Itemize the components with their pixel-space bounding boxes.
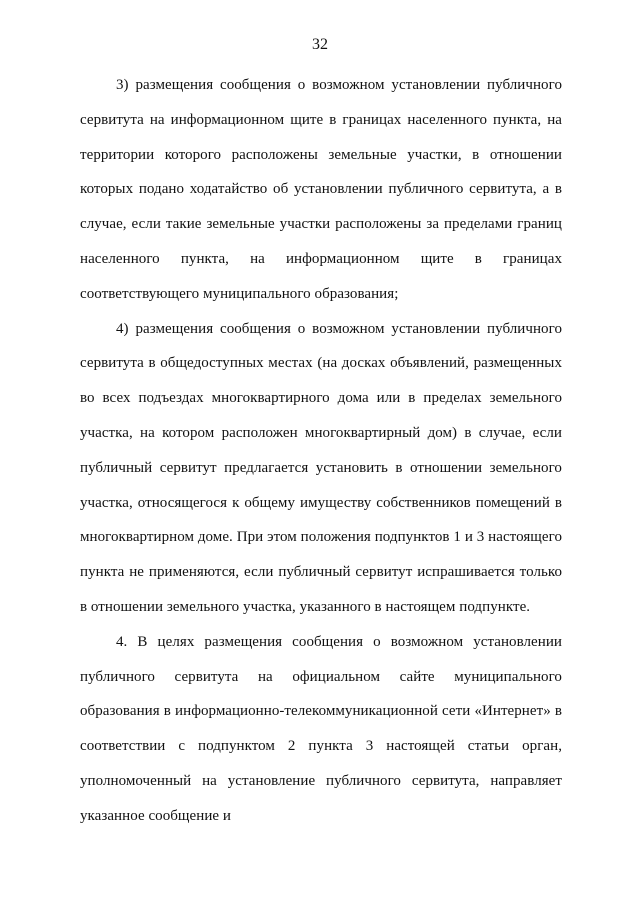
page-number: 32 [312, 36, 328, 53]
paragraph-subitem-4: 4) размещения сообщения о возможном установлении публичного сервитута в общедоступных местах (на досках объявлений, размещенных во всех подъездах многоквартирного дома или в пределах земельного участка, на котором расположен многоквартирный дом) в случае, если публичный сервитут предлагается установить в отношении земельного участка, относящегося к общему имуществу собственников помещений в многоквартирном доме. При этом положения подпунктов 1 и 3 настоящего пункта не применяются, если публичный сервитут испрашивается только в отношении земельного участка, указанного в настоящем подпункте. [80, 320, 562, 615]
paragraph-item-4: 4. В целях размещения сообщения о возможном установлении публичного сервитута на официальном сайте муниципального образования в информационно-телекоммуникационной сети «Интернет» в соответствии с подпунктом 2 пункта 3 настоящей статьи орган, уполномоченный на установление публичного сервитута, направляет указанное сообщение и [80, 633, 562, 824]
document-body [80, 68, 562, 834]
paragraph-subitem-3: 3) размещения сообщения о возможном установлении публичного сервитута на информационном щите в границах населенного пункта, на территории которого расположены земельные участки, в отношении которых подано ходатайство об установлении публичного сервитута, а в случае, если такие земельные участки расположены за пределами границ населенного пункта, на информационном щите в границах соответствующего муниципального образования; [80, 77, 562, 302]
